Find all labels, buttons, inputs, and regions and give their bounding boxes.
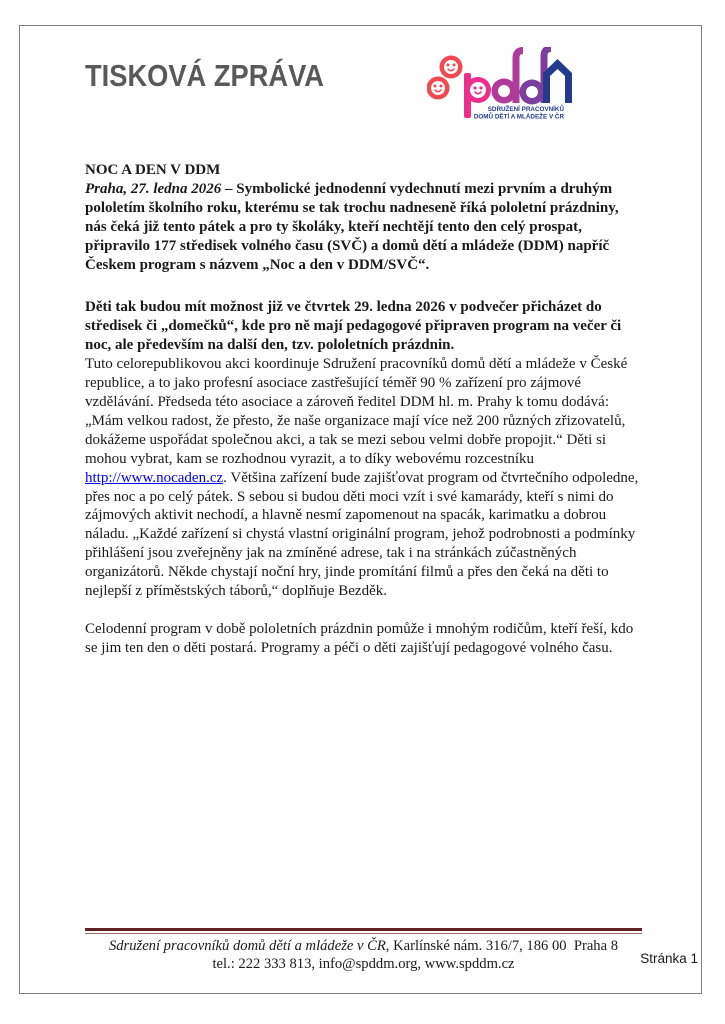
lead-text: – Symbolické jednodenní vydechnutí mezi prvním a druhým pololetím školního roku, kterému se tak trochu nadneseně říká pololetní prázdniny, nás čeká již tento pátek a pro ty školáky, kteří nechtějí tento den celý prospat, připravilo 177 středisek volného času (SVČ) a domů dětí a mládeže (DDM) napříč Českem program s názvem „Noc a den v DDM/SVČ“. bbox=[85, 180, 619, 273]
page-footer bbox=[85, 928, 642, 973]
paragraph-main-text-after: . Většina zařízení bude zajišťovat program od čtvrtečního odpoledne, přes noc a po celý pátek. S sebou si budou děti moci vzít i své kamarády, kteří s nimi do zájmových aktivit nechodí, a hlavně nesmí zapomenout na spacák, karimatku a dobrou náladu. „Každé zařízení si chystá vlastní originální program, jehož podrobnosti a podmínky přihlášení jsou zveřejněny jak na zmíněné adrese, tak i na stránkách zúčastněných organizátorů. Někde chystají noční hry, jinde promítání filmů a přes den čeká na děti to nejlepší z příměstských táborů,“ doplňuje Bezděk. bbox=[85, 469, 639, 600]
logo-face-s-top bbox=[444, 60, 458, 74]
footer-rule bbox=[85, 928, 642, 934]
paragraph-main bbox=[85, 355, 643, 601]
footer-address: , Karlínské nám. 316/7, 186 00 Praha 8 bbox=[385, 938, 619, 954]
footer-org-name: Sdružení pracovníků domů dětí a mládeže v ČR bbox=[108, 938, 386, 954]
logo-letter-s bbox=[427, 56, 463, 100]
paragraph-closing: Celodenní program v době pololetních prázdnin pomůže i mnohým rodičům, kteří řeší, kdo se jim ten den o děti postará. Programy a péči o děti zajišťují pedagogové volného času. bbox=[85, 620, 634, 656]
spddm-logo bbox=[427, 47, 575, 121]
paragraph-bold-intro: Děti tak budou mít možnost již ve čtvrtek 29. ledna 2026 v podvečer přicházet do středisek či „domečků“, kde pro ně mají pedagogové připraven program na večer či noc, ale především na další den, tzv. pololetních prázdnin. bbox=[85, 299, 622, 354]
logo-d1-counter bbox=[498, 85, 510, 97]
article-heading: NOC A DEN V DDM bbox=[85, 162, 221, 178]
document-title: TISKOVÁ ZPRÁVA bbox=[85, 58, 324, 93]
paragraph-main-text-before: Tuto celorepublikovou akci koordinuje Sdružení pracovníků domů dětí a mládeže v České republice, a to jako profesní asociace zastřešující téměř 90 % zařízení pro zájmové vzdělávání. Předseda této asociace a zároveň ředitel DDM hl. m. Prahy k tomu dodává: „Mám velkou radost, že přesto, že naše organizace mají více než 200 různých zřizovatelů, dokážeme uspořádat společnou akci, a tak se mezi sebou velmi dobře propojit.“ Děti si mohou vybrat, kam se rozhodnou vyrazit, a to díky webovému rozcestníku bbox=[85, 356, 628, 467]
page-number: Stránka 1 bbox=[640, 951, 698, 966]
lead-paragraph bbox=[85, 180, 643, 275]
logo-d2-counter bbox=[526, 86, 538, 98]
footer-address-line bbox=[85, 937, 642, 955]
logo-subtitle-line1: SDRUŽENÍ PRACOVNÍKŮ bbox=[487, 106, 564, 113]
logo-m-house-counter bbox=[550, 69, 565, 103]
nocaden-link[interactable]: http://www.nocaden.cz bbox=[85, 469, 224, 486]
dateline: Praha, 27. ledna 2026 bbox=[85, 180, 222, 197]
footer-contact-line: tel.: 222 333 813, info@spddm.org, www.spddm.cz bbox=[212, 956, 515, 972]
logo-face-p bbox=[470, 82, 486, 98]
document-body bbox=[85, 161, 643, 658]
logo-subtitle-line2: DOMŮ DĚTÍ A MLÁDEŽE V ČR bbox=[473, 113, 564, 121]
logo-face-s-bottom bbox=[431, 81, 445, 95]
